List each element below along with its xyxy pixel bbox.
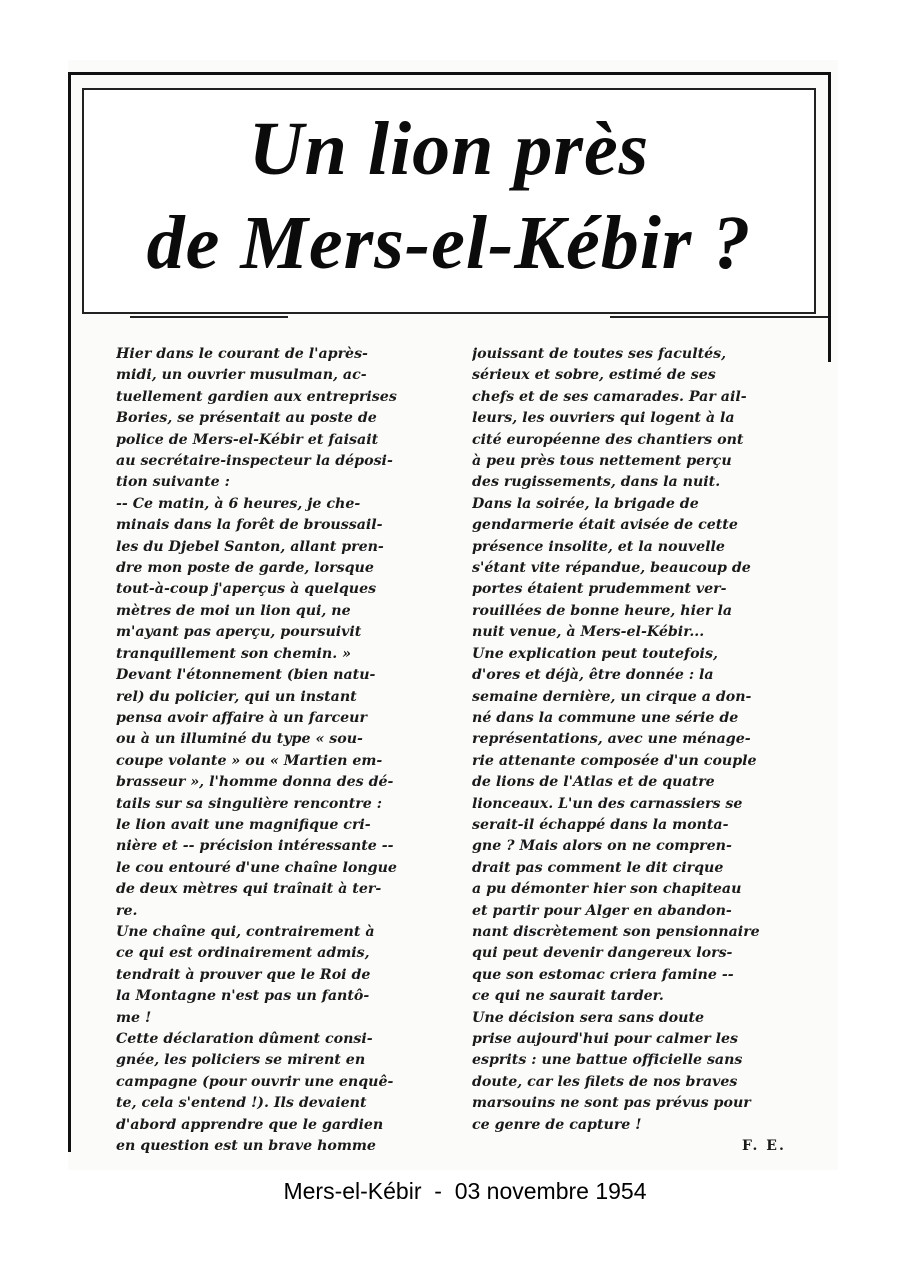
article-line: rel) du policier, qui un instant <box>116 688 357 705</box>
article-line: représentations, avec une ménage- <box>472 731 751 748</box>
article-line: esprits : une battue officielle sans <box>472 1052 743 1069</box>
article-line: nant discrètement son pensionnaire <box>472 923 760 940</box>
article-line: chefs et de ses camarades. Par ail- <box>472 388 747 405</box>
article-line: les du Djebel Santon, allant pren- <box>116 538 384 555</box>
article-line: et partir pour Alger en abandon- <box>472 902 732 919</box>
article-line: semaine dernière, un cirque a don- <box>472 688 752 705</box>
article-line: re. <box>116 902 138 919</box>
article-line: rie attenante composée d'un couple <box>472 752 757 769</box>
article-line: ce qui est ordinairement admis, <box>116 945 370 962</box>
article-line: né dans la commune une série de <box>472 709 739 726</box>
article-line: tendrait à prouver que le Roi de <box>116 966 371 983</box>
article-column-right <box>472 344 788 1136</box>
article-line: a pu démonter hier son chapiteau <box>472 881 742 898</box>
article-line: la Montagne n'est pas un fantô- <box>116 988 370 1005</box>
article-line: de deux mètres qui traînait à ter- <box>116 881 382 898</box>
article-line: serait-il échappé dans la monta- <box>472 816 729 833</box>
divider-rule-right <box>610 316 828 318</box>
article-line: gnée, les policiers se mirent en <box>116 1052 366 1069</box>
article-line: au secrétaire-inspecteur la déposi- <box>116 453 393 470</box>
article-line: que son estomac criera famine -- <box>472 966 734 983</box>
article-line: minais dans la forêt de broussail- <box>116 517 383 534</box>
article-line: à peu près tous nettement perçu <box>472 453 732 470</box>
article-line: d'abord apprendre que le gardien <box>116 1116 384 1133</box>
article-line: drait pas comment le dit cirque <box>472 859 724 876</box>
article-line: midi, un ouvrier musulman, ac- <box>116 367 367 384</box>
article-column-left <box>116 344 432 1157</box>
article-line: Une décision sera sans doute <box>472 1009 705 1026</box>
top-border-rule <box>68 72 830 75</box>
article-line: coupe volante » ou « Martien em- <box>116 752 383 769</box>
right-border-rule <box>828 72 831 362</box>
article-line: des rugissements, dans la nuit. <box>472 474 721 491</box>
article-line: Une explication peut toutefois, <box>472 645 718 662</box>
article-line: m'ayant pas aperçu, poursuivit <box>116 624 362 641</box>
article-line: ce qui ne saurait tarder. <box>472 988 664 1005</box>
divider-rule-left <box>130 316 288 318</box>
article-line: s'étant vite répandue, beaucoup de <box>472 560 751 577</box>
article-line: tranquillement son chemin. » <box>116 645 351 662</box>
article-line: qui peut devenir dangereux lors- <box>472 945 733 962</box>
article-line: tails sur sa singulière rencontre : <box>116 795 382 812</box>
author-signature: F. E. <box>742 1138 786 1154</box>
article-line: campagne (pour ouvrir une enquê- <box>116 1073 394 1090</box>
article-line: tion suivante : <box>116 474 230 491</box>
article-line: marsouins ne sont pas prévus pour <box>472 1095 751 1112</box>
article-line: -- Ce matin, à 6 heures, je che- <box>116 495 361 512</box>
article-line: jouissant de toutes ses facultés, <box>472 346 727 362</box>
article-line: portes étaient prudemment ver- <box>472 581 727 598</box>
article-line: te, cela s'entend !). Ils devaient <box>116 1095 367 1112</box>
headline-line-2: de Mers-el-Kébir ? <box>146 201 752 285</box>
article-line: nuit venue, à Mers-el-Kébir... <box>472 624 705 641</box>
article-line: Une chaîne qui, contrairement à <box>116 923 375 940</box>
article-line: lionceaux. L'un des carnassiers se <box>472 795 743 812</box>
headline-line-1: Un lion près <box>248 107 650 191</box>
article-line: Hier dans le courant de l'après- <box>116 346 368 362</box>
article-line: Cette déclaration dûment consi- <box>116 1031 373 1047</box>
article-line: tout-à-coup j'aperçus à quelques <box>116 581 377 598</box>
article-line: gne ? Mais alors on ne compren- <box>472 838 732 855</box>
article-line: gendarmerie était avisée de cette <box>472 517 738 534</box>
article-line: leurs, les ouvriers qui logent à la <box>472 410 735 427</box>
article-line: me ! <box>116 1009 152 1026</box>
article-line: pensa avoir affaire à un farceur <box>116 709 367 726</box>
article-line: Bories, se présentait au poste de <box>116 410 377 427</box>
article-line: le lion avait une magnifique cri- <box>116 816 371 833</box>
article-line: brasseur », l'homme donna des dé- <box>116 774 394 791</box>
article-line: ou à un illuminé du type « sou- <box>116 731 363 748</box>
article-line: cité européenne des chantiers ont <box>472 431 744 448</box>
article-line: mètres de moi un lion qui, ne <box>116 602 351 619</box>
article-line: présence insolite, et la nouvelle <box>472 538 725 555</box>
left-border-rule <box>68 72 71 1152</box>
article-line: Dans la soirée, la brigade de <box>472 495 699 512</box>
article-line: d'ores et déjà, être donnée : la <box>472 667 714 684</box>
source-caption: Mers-el-Kébir - 03 novembre 1954 <box>283 1178 647 1204</box>
article-line: ce genre de capture ! <box>472 1116 642 1133</box>
article-line: de lions de l'Atlas et de quatre <box>472 774 715 791</box>
article-line: en question est un brave homme <box>116 1138 376 1155</box>
article-line: rouillées de bonne heure, hier la <box>472 602 733 619</box>
article-line: Devant l'étonnement (bien natu- <box>116 667 376 684</box>
article-line: doute, car les filets de nos braves <box>472 1073 738 1090</box>
headline-box <box>82 88 816 314</box>
article-line: nière et -- précision intéressante -- <box>116 838 394 855</box>
article-line: le cou entouré d'une chaîne longue <box>116 859 397 876</box>
article-line: prise aujourd'hui pour calmer les <box>472 1031 739 1047</box>
article-line: police de Mers-el-Kébir et faisait <box>116 431 379 448</box>
article-line: sérieux et sobre, estimé de ses <box>472 367 716 384</box>
article-line: tuellement gardien aux entreprises <box>116 388 397 405</box>
article-line: dre mon poste de garde, lorsque <box>116 560 374 577</box>
